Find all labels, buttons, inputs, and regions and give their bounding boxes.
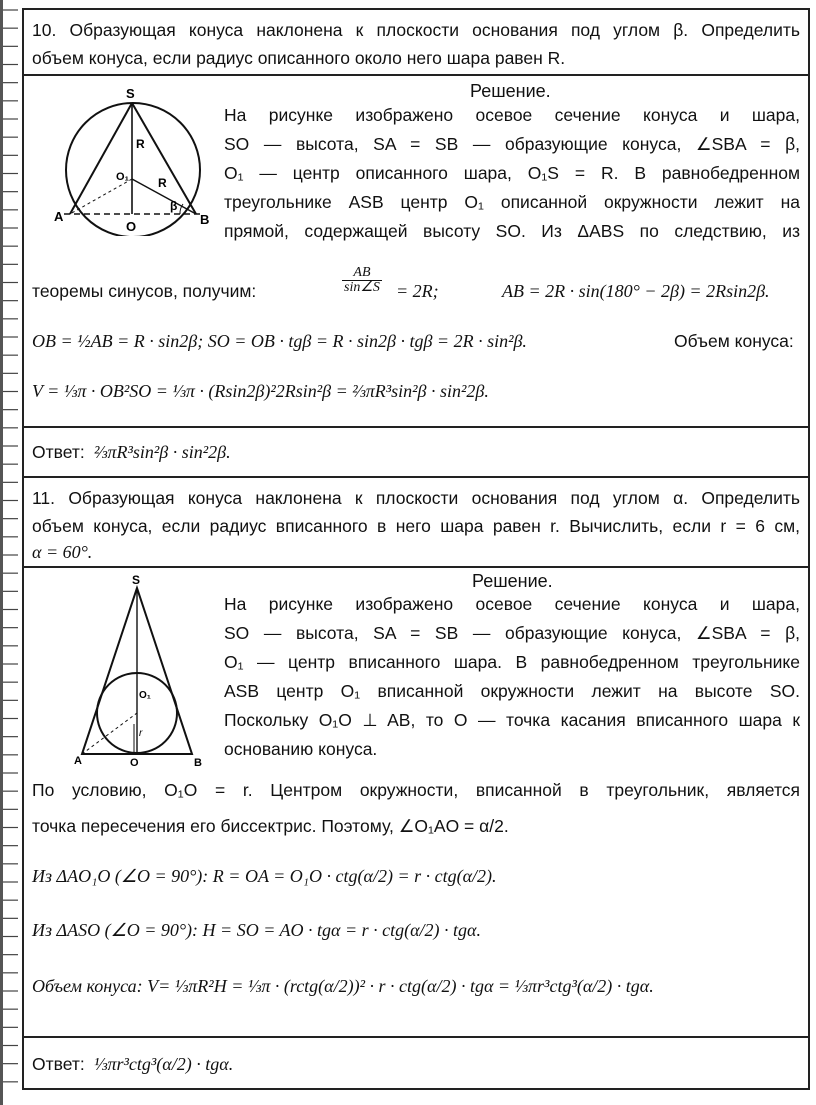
problem11-statement-line2: объем конуса, если радиус вписанного в него шара равен r. Вычислить, если r = 6 см, [32, 516, 800, 536]
problem11-statement-line1: 11. Образующая конуса наклонена к плоскости основания под углом α. Определить [32, 488, 800, 508]
problem10-text-line6: теоремы синусов, получим: [32, 281, 257, 301]
problem10-answer-label: Ответ: [32, 442, 85, 462]
problem10-solution [24, 74, 808, 426]
problem11-solution [24, 566, 808, 1036]
problem11-solution-heading: Решение. [472, 571, 553, 591]
problem10-sine-fraction [340, 266, 384, 295]
problem11-text-line5: Поскольку O₁O ⊥ AB, то O — точка касания вписанного шара к [224, 710, 800, 730]
margin-ticks [0, 0, 20, 1105]
problem10-statement-line1: 10. Образующая конуса наклонена к плоскости основания под углом β. Определить [32, 20, 800, 40]
bisector-ao1 [82, 713, 137, 754]
problem11-answer [24, 1036, 808, 1090]
problem10-answer [24, 426, 808, 476]
problem11-text-line6: основанию конуса. [224, 739, 378, 759]
label-r2: R [158, 176, 167, 190]
label-r1: R [136, 137, 145, 151]
frac-denominator-sins: sin∠S [344, 280, 380, 295]
label-b: B [200, 212, 210, 227]
problem11-cond-line1: По условию, O₁O = r. Центром окружности, вписанной в треугольник, является [32, 780, 800, 800]
problem11-text-line3: O₁ — центр вписанного шара. В равнобедренном треугольнике [224, 652, 800, 672]
problem11-answer-label: Ответ: [32, 1054, 85, 1074]
problem11-eq-r: Из ΔAO₁O (∠O = 90°): R = OA = O₁O · ctg(α/2) = r · ctg(α/2). [32, 866, 497, 886]
problem11-volume: Объем конуса: V= ⅓πR²H = ⅓π · (rctg(α/2))² · r · ctg(α/2) · tgα = ⅓πr³ctg³(α/2) · tgα. [32, 976, 654, 996]
problem10-formula-ob: OB = ½AB = R · sin2β; SO = OB · tgβ = R · sin2β · tgβ = 2R · sin²β. [32, 331, 527, 351]
problem10-text-line4: треугольнике ASB центр O₁ описанной окружности лежит на [224, 192, 800, 212]
problem10-text-line3: O₁ — центр описанного шара, O₁S = R. В равнобедренном [224, 163, 800, 183]
problem11-answer-formula: ⅓πr³ctg³(α/2) · tgα. [94, 1054, 234, 1074]
label-beta: β [170, 199, 178, 213]
label-o1: O₁ [116, 171, 130, 183]
generatrix-sa [70, 103, 132, 214]
problem10-statement [24, 8, 808, 74]
label-o: O [126, 219, 137, 234]
problem10-formula-v: V = ⅓π · OB²SO = ⅓π · (Rsin2β)²2Rsin²β = ⅔πR³sin²β · sin²2β. [32, 381, 489, 401]
circumscribed-circle [66, 103, 200, 236]
problem10-text-line5: прямой, содержащей высоту SO. Из ΔABS по следствию, из [224, 221, 800, 241]
generatrix-sb [132, 103, 196, 214]
problem11-eq-h: Из ΔASO (∠O = 90°): H = SO = AO · tgα = r · ctg(α/2) · tgα. [32, 920, 481, 940]
problem10-text-line2: SO — высота, SA = SB — образующие конуса, ∠SBA = β, [224, 134, 800, 154]
label-s: S [132, 574, 141, 587]
problem10-eq-ab: AB = 2R · sin(180° − 2β) = 2Rsin2β. [502, 281, 770, 301]
label-a: A [54, 209, 64, 224]
problem11-statement-line3: α = 60°. [32, 542, 93, 562]
frac-numerator-ab: AB [342, 266, 382, 281]
problem11-statement [24, 476, 808, 566]
problem10-text-line1: На рисунке изображено осевое сечение конуса и шара, [224, 105, 800, 125]
label-s: S [126, 86, 135, 101]
problem11-text-line4: ASB центр O₁ вписанной окружности лежит на высоте SO. [224, 681, 800, 701]
worksheet [22, 8, 810, 1090]
problem11-cond-line2: точка пересечения его биссектрис. Поэтому, ∠O₁AO = α/2. [32, 816, 509, 836]
label-a: A [74, 755, 82, 767]
problem10-statement-line2: объем конуса, если радиус описанного около него шара равен R. [32, 48, 566, 68]
label-r: r [139, 728, 143, 739]
problem10-eq-2r: = 2R; [396, 281, 439, 301]
problem10-answer-formula: ⅔πR³sin²β · sin²2β. [94, 442, 231, 462]
problem10-volume-label: Объем конуса: [674, 331, 794, 351]
label-o: O [130, 757, 139, 769]
problem11-text-line2: SO — высота, SA = SB — образующие конуса, ∠SBA = β, [224, 623, 800, 643]
problem10-solution-heading: Решение. [470, 81, 551, 101]
problem11-figure [42, 574, 212, 770]
label-o1: O₁ [139, 690, 151, 701]
label-b: B [194, 757, 202, 769]
problem11-text-line1: На рисунке изображено осевое сечение конуса и шара, [224, 594, 800, 614]
problem10-figure [40, 86, 230, 236]
